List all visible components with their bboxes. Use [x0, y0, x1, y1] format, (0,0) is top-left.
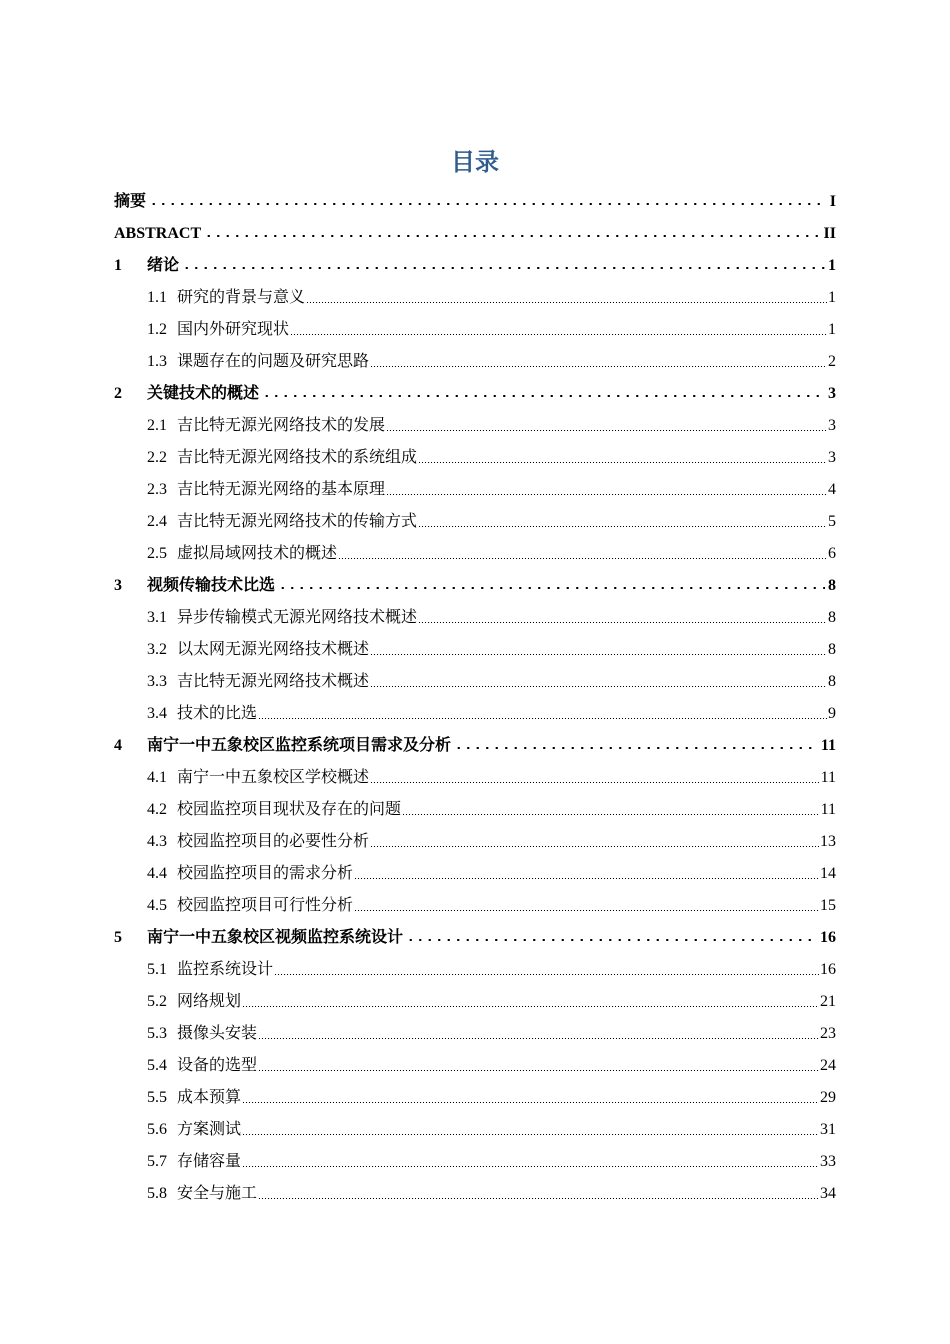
toc-section-entry[interactable] [114, 634, 836, 666]
dot-leader [402, 814, 820, 815]
dot-leader [418, 526, 827, 527]
toc-section-entry[interactable] [114, 858, 836, 890]
toc-title: 目录 [451, 148, 499, 176]
toc-entry-title: 吉比特无源光网络的基本原理 [177, 481, 386, 498]
dot-leader [386, 430, 827, 431]
toc-entry-title: 技术的比选 [177, 705, 258, 722]
dot-leader [354, 878, 819, 879]
toc-entry-number: 2.2 [147, 449, 167, 466]
toc-entry-title: 国内外研究现状 [177, 321, 290, 338]
dot-leader [258, 1070, 819, 1071]
toc-entry-title: 方案测试 [177, 1121, 242, 1138]
toc-entry-number: 2 [114, 385, 122, 402]
toc-entry-number: 3 [114, 577, 122, 594]
toc-entry-number: 3.4 [147, 705, 167, 722]
dot-leader [370, 782, 820, 783]
toc-section-entry[interactable] [114, 1082, 836, 1114]
dot-leader [290, 334, 827, 335]
toc-page-number: 8 [828, 609, 836, 626]
toc-entry-title: 吉比特无源光网络技术概述 [177, 673, 370, 690]
toc-entry-title: 南宁一中五象校区监控系统项目需求及分析 [147, 737, 452, 754]
toc-page-number: 15 [820, 897, 836, 914]
toc-chapter-entry[interactable] [114, 570, 836, 602]
toc-section-entry[interactable] [114, 410, 836, 442]
toc-entry-number: 1.2 [147, 321, 167, 338]
toc-entry-title: 异步传输模式无源光网络技术概述 [177, 609, 418, 626]
toc-entry-title: 设备的选型 [177, 1057, 258, 1074]
toc-entry-number: 3.1 [147, 609, 167, 626]
dot-leader [386, 494, 827, 495]
toc-entry-title: 虚拟局域网技术的概述 [177, 545, 338, 562]
dot-leader [258, 718, 827, 719]
dot-leader [418, 462, 827, 463]
toc-chapter-entry[interactable] [114, 250, 836, 282]
toc-entry-number: 2.3 [147, 481, 167, 498]
toc-entry-number: 2.4 [147, 513, 167, 530]
toc-entry-title: 课题存在的问题及研究思路 [177, 353, 370, 370]
toc-entry-title: 视频传输技术比选 [147, 577, 276, 594]
dot-leader [242, 1006, 819, 1007]
toc-section-entry[interactable] [114, 794, 836, 826]
toc-entry-title: 安全与施工 [177, 1185, 258, 1202]
toc-entry-title: 吉比特无源光网络技术的发展 [177, 417, 386, 434]
toc-chapter-entry[interactable] [114, 218, 836, 250]
toc-entry-title: 存储容量 [177, 1153, 242, 1170]
toc-entry-title: 南宁一中五象校区学校概述 [177, 769, 370, 786]
toc-section-entry[interactable] [114, 1050, 836, 1082]
toc-entry-title: 校园监控项目现状及存在的问题 [177, 801, 402, 818]
toc-page-number: 4 [828, 481, 836, 498]
toc-entry-number: 5.3 [147, 1025, 167, 1042]
toc-page-number: 1 [828, 257, 836, 274]
toc-chapter-entry[interactable] [114, 730, 836, 762]
toc-page-number: 29 [820, 1089, 836, 1106]
dot-leader [406, 939, 817, 941]
toc-entry-number: 5.1 [147, 961, 167, 978]
toc-entry-title: 南宁一中五象校区视频监控系统设计 [147, 929, 404, 946]
toc-section-entry[interactable] [114, 826, 836, 858]
dot-leader [258, 1198, 819, 1199]
toc-page-number: 31 [820, 1121, 836, 1138]
toc-entry-title: 校园监控项目的必要性分析 [177, 833, 370, 850]
toc-page-number: 9 [828, 705, 836, 722]
dot-leader [354, 910, 819, 911]
toc-entry-title: 吉比特无源光网络技术的系统组成 [177, 449, 418, 466]
dot-leader [182, 267, 825, 269]
dot-leader [306, 302, 827, 303]
toc-section-entry[interactable] [114, 1178, 836, 1210]
dot-leader [338, 558, 827, 559]
toc-entry-number: 5.8 [147, 1185, 167, 1202]
dot-leader [370, 654, 827, 655]
toc-entry-title: 网络规划 [177, 993, 242, 1010]
toc-page-number: 21 [820, 993, 836, 1010]
toc-entry-number: 4.3 [147, 833, 167, 850]
toc-page-number: 3 [828, 417, 836, 434]
toc-section-entry[interactable] [114, 986, 836, 1018]
toc-page-number: 33 [820, 1153, 836, 1170]
toc-chapter-entry[interactable] [114, 378, 836, 410]
toc-page-number: II [823, 225, 836, 242]
toc-entry-title: 摘要 [114, 193, 147, 210]
toc-entry-number: 4.5 [147, 897, 167, 914]
toc-section-entry[interactable] [114, 1114, 836, 1146]
toc-page-number: 11 [820, 801, 836, 818]
toc-page-number: 2 [828, 353, 836, 370]
toc-page-number: 3 [828, 385, 836, 402]
dot-leader [262, 395, 825, 397]
dot-leader [370, 366, 827, 367]
toc-page-number: 11 [820, 737, 836, 754]
toc-entry-title: 研究的背景与意义 [177, 289, 306, 306]
toc-section-entry[interactable] [114, 762, 836, 794]
toc-section-entry[interactable] [114, 474, 836, 506]
toc-entry-title: 校园监控项目可行性分析 [177, 897, 354, 914]
toc-chapter-entry[interactable] [114, 922, 836, 954]
toc-page-number: 8 [828, 577, 836, 594]
toc-entry-number: 5.6 [147, 1121, 167, 1138]
toc-entry-number: 1.3 [147, 353, 167, 370]
dot-leader [370, 686, 827, 687]
toc-entry-number: 3.3 [147, 673, 167, 690]
dot-leader [149, 203, 827, 205]
toc-page-number: 1 [828, 321, 836, 338]
dot-leader [204, 235, 820, 237]
toc-entry-title: 校园监控项目的需求分析 [177, 865, 354, 882]
toc-page-number: 8 [828, 673, 836, 690]
toc-section-entry[interactable] [114, 442, 836, 474]
toc-section-entry[interactable] [114, 314, 836, 346]
toc-section-entry[interactable] [114, 602, 836, 634]
toc-section-entry[interactable] [114, 954, 836, 986]
toc-page-number: 3 [828, 449, 836, 466]
toc-page-number: 16 [820, 929, 836, 946]
toc-entry-title: 绪论 [147, 257, 180, 274]
toc-entry-number: 4.4 [147, 865, 167, 882]
toc-entry-title: 监控系统设计 [177, 961, 274, 978]
toc-entry-number: 5.7 [147, 1153, 167, 1170]
dot-leader [370, 846, 819, 847]
dot-leader [278, 587, 825, 589]
dot-leader [242, 1102, 819, 1103]
toc-entry-title: 关键技术的概述 [147, 385, 260, 402]
toc-section-entry[interactable] [114, 1018, 836, 1050]
table-of-contents [114, 186, 836, 1210]
toc-section-entry[interactable] [114, 1146, 836, 1178]
toc-section-entry[interactable] [114, 890, 836, 922]
toc-page-number: 8 [828, 641, 836, 658]
toc-page-number: 5 [828, 513, 836, 530]
dot-leader [418, 622, 827, 623]
toc-page-number: 13 [820, 833, 836, 850]
dot-leader [258, 1038, 819, 1039]
toc-entry-title: 吉比特无源光网络技术的传输方式 [177, 513, 418, 530]
toc-entry-title: 成本预算 [177, 1089, 242, 1106]
toc-section-entry[interactable] [114, 506, 836, 538]
toc-section-entry[interactable] [114, 346, 836, 378]
toc-entry-number: 3.2 [147, 641, 167, 658]
dot-leader [242, 1134, 819, 1135]
toc-entry-number: 2.1 [147, 417, 167, 434]
toc-entry-number: 4.2 [147, 801, 167, 818]
toc-entry-number: 4.1 [147, 769, 167, 786]
toc-entry-title: ABSTRACT [114, 225, 202, 242]
toc-entry-number: 5.2 [147, 993, 167, 1010]
toc-section-entry[interactable] [114, 538, 836, 570]
toc-chapter-entry[interactable] [114, 186, 836, 218]
toc-page-number: 34 [820, 1185, 836, 1202]
toc-entry-number: 5.5 [147, 1089, 167, 1106]
toc-entry-title: 摄像头安装 [177, 1025, 258, 1042]
toc-section-entry[interactable] [114, 698, 836, 730]
toc-entry-number: 2.5 [147, 545, 167, 562]
toc-entry-number: 5 [114, 929, 122, 946]
toc-page-number: 14 [820, 865, 836, 882]
toc-entry-number: 5.4 [147, 1057, 167, 1074]
toc-page-number: 1 [828, 289, 836, 306]
toc-section-entry[interactable] [114, 666, 836, 698]
toc-entry-number: 1.1 [147, 289, 167, 306]
toc-entry-number: 1 [114, 257, 122, 274]
toc-page-number: 11 [820, 769, 836, 786]
dot-leader [242, 1166, 819, 1167]
toc-entry-title: 以太网无源光网络技术概述 [177, 641, 370, 658]
dot-leader [274, 974, 819, 975]
toc-page-number: 16 [820, 961, 836, 978]
toc-section-entry[interactable] [114, 282, 836, 314]
toc-page-number: 24 [820, 1057, 836, 1074]
toc-page-number: 23 [820, 1025, 836, 1042]
toc-page-number: I [829, 193, 836, 210]
toc-page-number: 6 [828, 545, 836, 562]
toc-entry-number: 4 [114, 737, 122, 754]
dot-leader [454, 747, 818, 749]
